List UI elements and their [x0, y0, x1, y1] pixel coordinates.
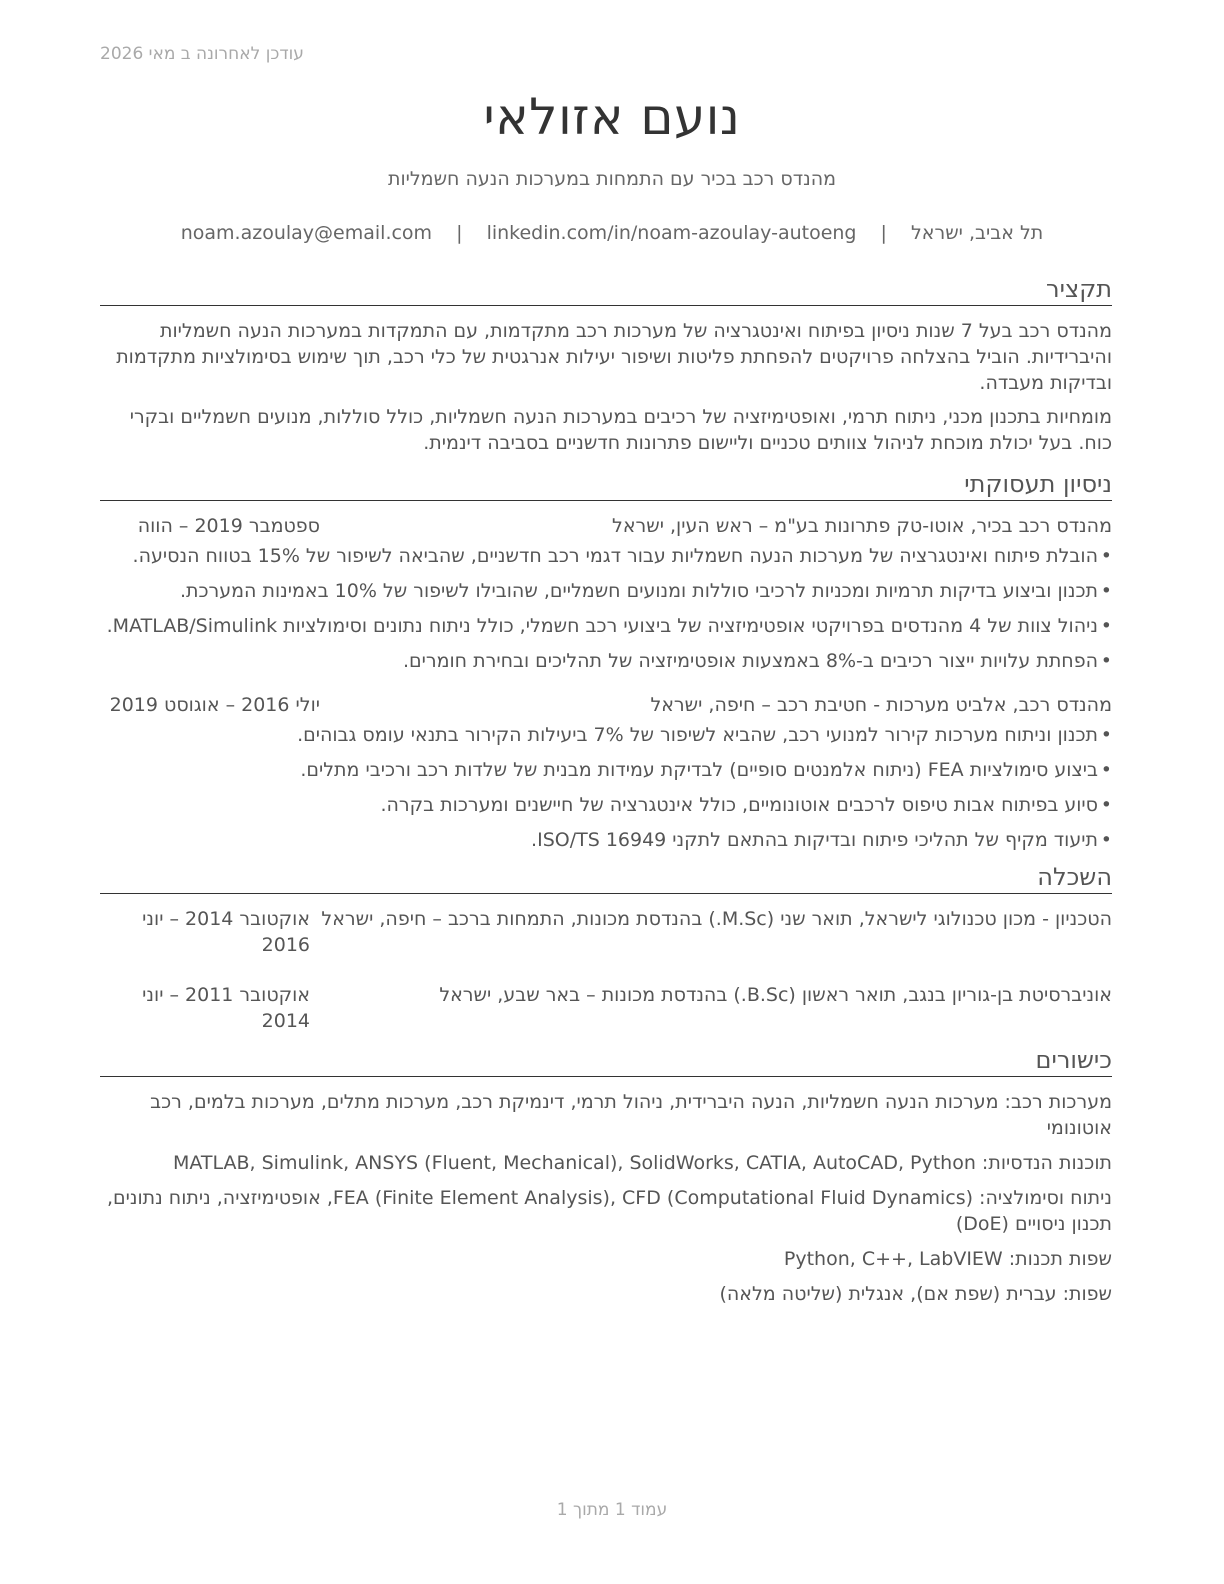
skills-heading: כישורים [100, 1046, 1112, 1077]
contact-line [0, 222, 1224, 244]
skill-line: שפות: עברית (שפת אם), אנגלית (שליטה מלאה) [719, 1283, 1112, 1305]
skill-line: ניתוח וסימולציה: FEA (Finite Element Analysis), CFD (Computational Fluid Dynamics), אופטימיזציה, ניתוח נתונים, תכנון ניסויים (DoE) [106, 1187, 1112, 1235]
job-header [100, 692, 1112, 718]
contact-linkedin[interactable]: linkedin.com/in/noam-azoulay-autoeng [486, 222, 857, 244]
page-number: עמוד 1 מתוך 1 [556, 1500, 668, 1520]
education-heading: השכלה [100, 863, 1112, 894]
contact-separator: | [880, 222, 887, 244]
skill-line: שפות תכנות: Python, C++, LabVIEW [783, 1248, 1112, 1270]
skills-section [100, 1046, 1112, 1307]
job-bullet: • תכנון וניתוח מערכות קירור למנועי רכב, שהביא לשיפור של 7% ביעילות הקירור בתנאי עומס גבוהים. [100, 722, 1098, 748]
job-dates: ספטמבר 2019 – הווה [137, 515, 320, 537]
summary-paragraph: מומחיות בתכנון מכני, ניתוח תרמי, ואופטימיזציה של רכיבים במערכות הנעה חשמליות, כולל סוללות, מנועים חשמליים ובקרי כוח. בעל יכולת מוכחת לניהול צוותים טכניים וליישום פתרונות חדשניים בסביבה דינמית. [129, 406, 1112, 454]
job-bullet: • הובלת פיתוח ואינטגרציה של מערכות הנעה חשמליות עבור דגמי רכב חדשניים, שהביאה לשיפור של 15% בטווח הנסיעה. [100, 543, 1098, 569]
summary-heading: תקציר [100, 275, 1112, 306]
last-updated-note: עודכן לאחרונה ב מאי 2026 [100, 44, 304, 64]
job-title: מהנדס רכב בכיר, אוטו-טק פתרונות בע"מ – ראש העין, ישראל [612, 515, 1112, 537]
job-bullets [100, 543, 1112, 674]
education-entry [100, 982, 1112, 1034]
education-section [100, 863, 1112, 1034]
education-degree: הטכניון - מכון טכנולוגי לישראל, תואר שני (M.Sc.) בהנדסת מכונות, התמחות ברכב – חיפה, ישראל [321, 908, 1112, 930]
job-entry [100, 513, 1112, 674]
job-bullet: • תכנון וביצוע בדיקות תרמיות ומכניות לרכיבי סוללות ומנועים חשמליים, שהובילו לשיפור של 10% באמינות המערכת. [100, 578, 1098, 604]
experience-heading: ניסיון תעסוקתי [100, 470, 1112, 501]
summary-section [100, 275, 1112, 456]
job-bullet: • הפחתת עלויות ייצור רכיבים ב-8% באמצעות אופטימיזציה של תהליכים ובחירת חומרים. [100, 648, 1098, 674]
job-bullet: • ניהול צוות של 4 מהנדסים בפרויקטי אופטימיזציה של ביצועי רכב חשמלי, כולל ניתוח נתונים וסימולציות MATLAB/Simulink. [100, 613, 1098, 639]
job-header [100, 513, 1112, 539]
job-title: מהנדס רכב, אלביט מערכות - חטיבת רכב – חיפה, ישראל [650, 694, 1112, 716]
skill-line: מערכות רכב: מערכות הנעה חשמליות, הנעה היברידית, ניהול תרמי, דינמיקת רכב, מערכות מתלים, מערכות בלמים, רכב אוטונומי [150, 1091, 1112, 1139]
job-bullet: • סיוע בפיתוח אבות טיפוס לרכבים אוטונומיים, כולל אינטגרציה של חיישנים ומערכות בקרה. [100, 792, 1098, 818]
education-dates: אוקטובר 2011 – יוני 2014 [142, 984, 310, 1032]
candidate-name: נועם אזולאי [483, 88, 741, 146]
education-degree: אוניברסיטת בן-גוריון בנגב, תואר ראשון (B.Sc.) בהנדסת מכונות – באר שבע, ישראל [439, 984, 1112, 1006]
job-entry [100, 692, 1112, 853]
education-entry [100, 906, 1112, 958]
job-dates: יולי 2016 – אוגוסט 2019 [109, 694, 320, 716]
contact-email[interactable]: noam.azoulay@email.com [180, 222, 433, 244]
contact-separator: | [456, 222, 463, 244]
job-bullet: • תיעוד מקיף של תהליכי פיתוח ובדיקות בהתאם לתקני ISO/TS 16949. [100, 827, 1098, 853]
contact-location: תל אביב, ישראל [911, 222, 1044, 244]
candidate-headline: מהנדס רכב בכיר עם התמחות במערכות הנעה חשמליות [387, 168, 837, 190]
education-dates: אוקטובר 2014 – יוני 2016 [142, 908, 310, 956]
job-bullets [100, 722, 1112, 853]
skill-line: תוכנות הנדסיות: MATLAB, Simulink, ANSYS (Fluent, Mechanical), SolidWorks, CATIA, AutoCAD, Python [172, 1152, 1112, 1174]
summary-paragraph: מהנדס רכב בעל 7 שנות ניסיון בפיתוח ואינטגרציה של מערכות רכב מתקדמות, עם התמקדות במערכות הנעה חשמליות והיברידיות. הוביל בהצלחה פרויקטים להפחתת פליטות ושיפור יעילות אנרגטית של כלי רכב, תוך שימוש בסימולציות מתקדמות ובדיקות מעבדה. [116, 320, 1112, 394]
experience-section [100, 470, 1112, 853]
resume-body [100, 275, 1112, 1316]
job-bullet: • ביצוע סימולציות FEA (ניתוח אלמנטים סופיים) לבדיקת עמידות מבנית של שלדות רכב ורכיבי מתלים. [100, 757, 1098, 783]
